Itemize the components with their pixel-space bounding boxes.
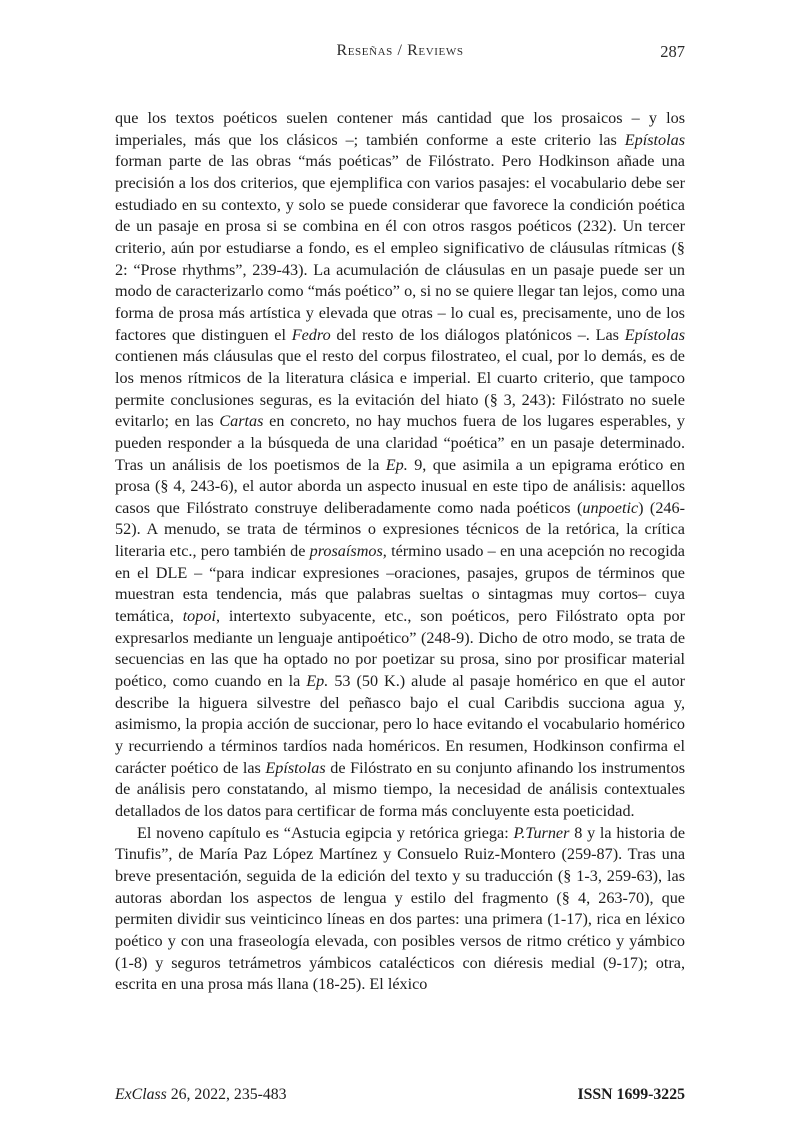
text-run: 53 (50 K.) alude al pasaje homérico en que el autor describe la higuera silvestre del peñasco bajo el cual Caribdis succiona agua y, asimismo, la propia acción de succionar, pero lo hace evitando el vocabulario homérico y recurriendo a términos tardíos nada homéricos. En resumen, Hodkinson confirma el carácter poético de las [115, 672, 685, 777]
italic-text-run: Epístolas [624, 325, 685, 344]
text-run: , intertexto subyacente, etc., son poéticos, pero Filóstrato opta por expresarlos mediante un lenguaje antipoético” (248-9). Dicho de otro modo, se trata de secuencias en las que ha optado no por poetizar su prosa, sino por prosificar material poético, como cuando en la [115, 607, 685, 691]
italic-text-run: Ep. [385, 455, 408, 474]
text-run: del resto de los diálogos platónicos –. Las [330, 325, 625, 344]
italic-text-run: Epístolas [624, 130, 685, 149]
italic-text-run: prosaísmos [309, 542, 383, 561]
text-run: ) (246-52). A menudo, se trata de términos o expresiones técnicos de la retórica, la crítica literaria etc., pero también de [115, 498, 685, 561]
text-run: 9, que asimila a un epigrama erótico en prosa (§ 4, 243-6), el autor aborda un aspecto inusual en este tipo de análisis: aquellos casos que Filóstrato construye deliberadamente como nada poéticos ( [115, 455, 685, 517]
paragraph [115, 108, 685, 823]
body-text [115, 108, 685, 996]
issn-number: ISSN 1699-3225 [577, 1086, 685, 1103]
italic-text-run: ExClass [115, 1086, 167, 1103]
text-run: forman parte de las obras “más poéticas” de Filóstrato. Pero Hodkinson añade una precisión a los dos criterios, que ejemplifica con varios pasajes: el vocabulario debe ser estudiado en su contexto, y solo se puede considerar que favorece la condición poética de un pasaje en prosa si se combina en él con otros rasgos poéticos (232). Un tercer criterio, aún por estudiarse a fondo, es el empleo significativo de cláusulas rítmicas (§ 2: “Prose rhythms”, 239-43). La acumulación de cláusulas en un pasaje puede ser un modo de caracterizarlo como “más poético” o, si no se quiere llegar tan lejos, como una forma de prosa más artística y elevada que otras – lo cual es, precisamente, uno de los factores que distinguen el [115, 152, 685, 344]
text-run: contienen más cláusulas que el resto del corpus filostrateo, el cual, por lo demás, es de los menos rítmicos de la literatura clásica e imperial. El cuarto criterio, que tampoco permite conclusiones seguras, es la evitación del hiato (§ 3, 243): Filóstrato no suele evitarlo; en las [115, 347, 685, 431]
text-run: de Filóstrato en su conjunto afinando los instrumentos de análisis pero constatando, al mismo tiempo, la necesidad de análisis contextuales detallados de los datos para certificar de forma más concluyente esta poeticidad. [115, 758, 686, 820]
page-number: 287 [660, 42, 685, 61]
page-header [115, 42, 685, 64]
italic-text-run: Fedro [291, 325, 331, 344]
italic-text-run: Ep. [306, 672, 329, 691]
paragraph [115, 823, 685, 996]
text-run: 26, 2022, 235-483 [166, 1086, 287, 1103]
text-run: El noveno capítulo es “Astucia egipcia y retórica griega: [137, 823, 514, 842]
italic-text-run: Epístolas [265, 758, 326, 777]
italic-text-run: Cartas [219, 412, 264, 431]
italic-text-run: topoi [182, 607, 216, 626]
text-run: en concreto, no hay muchos fuera de los lugares esperables, y pueden responder a la búsqueda de una claridad “poética” en un pasaje determinado. Tras un análisis de los poetismos de la [115, 412, 685, 474]
text-run: que los textos poéticos suelen contener más cantidad que los prosaicos – y los imperiales, más que los clásicos –; también conforme a este criterio las [115, 109, 685, 149]
text-run: 8 y la historia de Tinufis”, de María Paz López Martínez y Consuelo Ruiz-Montero (259-87). Tras una breve presentación, seguida de la edición del texto y su traducción (§ 1-3, 259-63), las autoras abordan los aspectos de lengua y estilo del fragmento (§ 4, 263-70), que permiten dividir sus veinticinco líneas en dos partes: una primera (1-17), rica en léxico poético y con una fraseología elevada, con posibles versos de ritmo crético y yámbico (1-8) y seguros tetrámetros yámbicos catalécticos con diéresis medial (9-17); otra, escrita en una prosa más llana (18-25). El léxico [115, 823, 686, 994]
page-footer [115, 1086, 685, 1104]
italic-text-run: P.Turner [513, 823, 570, 842]
running-title: Reseñas / Reviews [336, 42, 464, 59]
journal-citation [115, 1086, 287, 1104]
text-run: , término usado – en una acepción no recogida en el DLE – “para indicar expresiones –oraciones, pasajes, grupos de términos que muestran esta tendencia, más que palabras sueltas o sintagmas muy cortos– cuya temática, [115, 542, 685, 626]
italic-text-run: unpoetic [582, 498, 639, 517]
